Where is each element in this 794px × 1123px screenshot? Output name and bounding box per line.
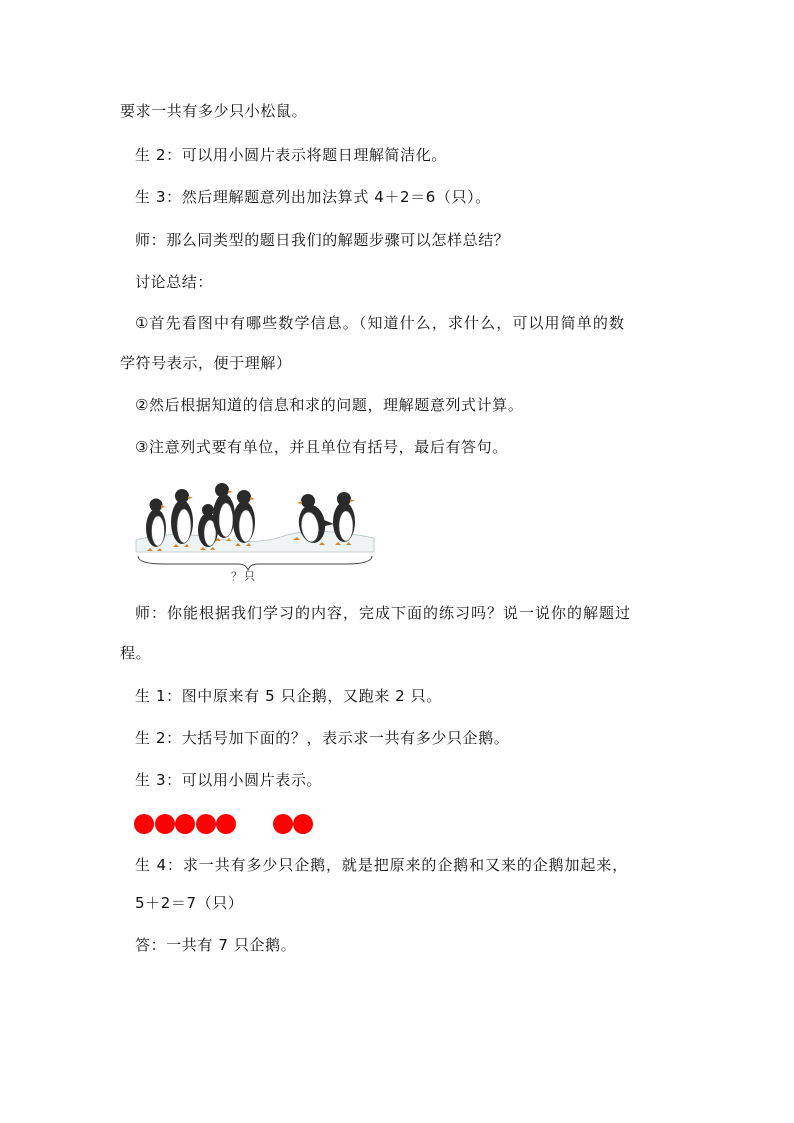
text-line: 要求一共有多少只小松鼠。 [120,102,308,120]
counter-dot-original [196,814,216,834]
penguin-picture [134,480,378,572]
text-line: 答：一共有 7 只企鹅。 [135,936,297,954]
counter-dot-added [293,814,313,834]
text-line: 生 3：可以用小圆片表示。 [135,771,323,789]
counter-dot-original [155,814,175,834]
curly-brace [138,556,372,570]
text-line: 讨论总结： [135,273,214,291]
text-line: 生 4：求一共有多少只企鹅，就是把原来的企鹅和又来的企鹅加起来， [135,856,629,874]
text-line: 生 2：可以用小圆片表示将题日理解简洁化。 [135,146,447,164]
text-line: ②然后根据知道的信息和求的问题，理解题意列式计算。 [135,396,524,414]
counter-dot-original [134,814,154,834]
text-line: 程。 [120,644,152,662]
counter-dots [134,814,324,836]
text-line: 师：你能根据我们学习的内容，完成下面的练习吗？说一说你的解题过 [135,604,632,622]
penguin-group-original [146,483,255,551]
penguin-illustration [134,480,378,592]
counter-dot-original [216,814,236,834]
text-line: 师：那么同类型的题日我们的解题步骤可以怎样总结？ [135,231,510,249]
text-line: ①首先看图中有哪些数学信息。（知道什么，求什么，可以用简单的数 [135,314,626,332]
brace-label: ？只 [231,570,257,583]
text-line: 学符号表示，便于理解） [120,354,292,372]
text-line: 5＋2＝7（只） [135,894,244,912]
text-line: ③注意列式要有单位，并且单位有括号，最后有答句。 [135,438,508,456]
counter-dot-added [273,814,293,834]
text-line: 生 2：大括号加下面的？，表示求一共有多少只企鹅。 [135,729,510,747]
text-line: 生 1：图中原来有 5 只企鹅，又跑来 2 只。 [135,687,442,705]
text-line: 生 3：然后理解题意列出加法算式 4＋2＝6（只）。 [135,188,491,206]
counter-dot-original [175,814,195,834]
